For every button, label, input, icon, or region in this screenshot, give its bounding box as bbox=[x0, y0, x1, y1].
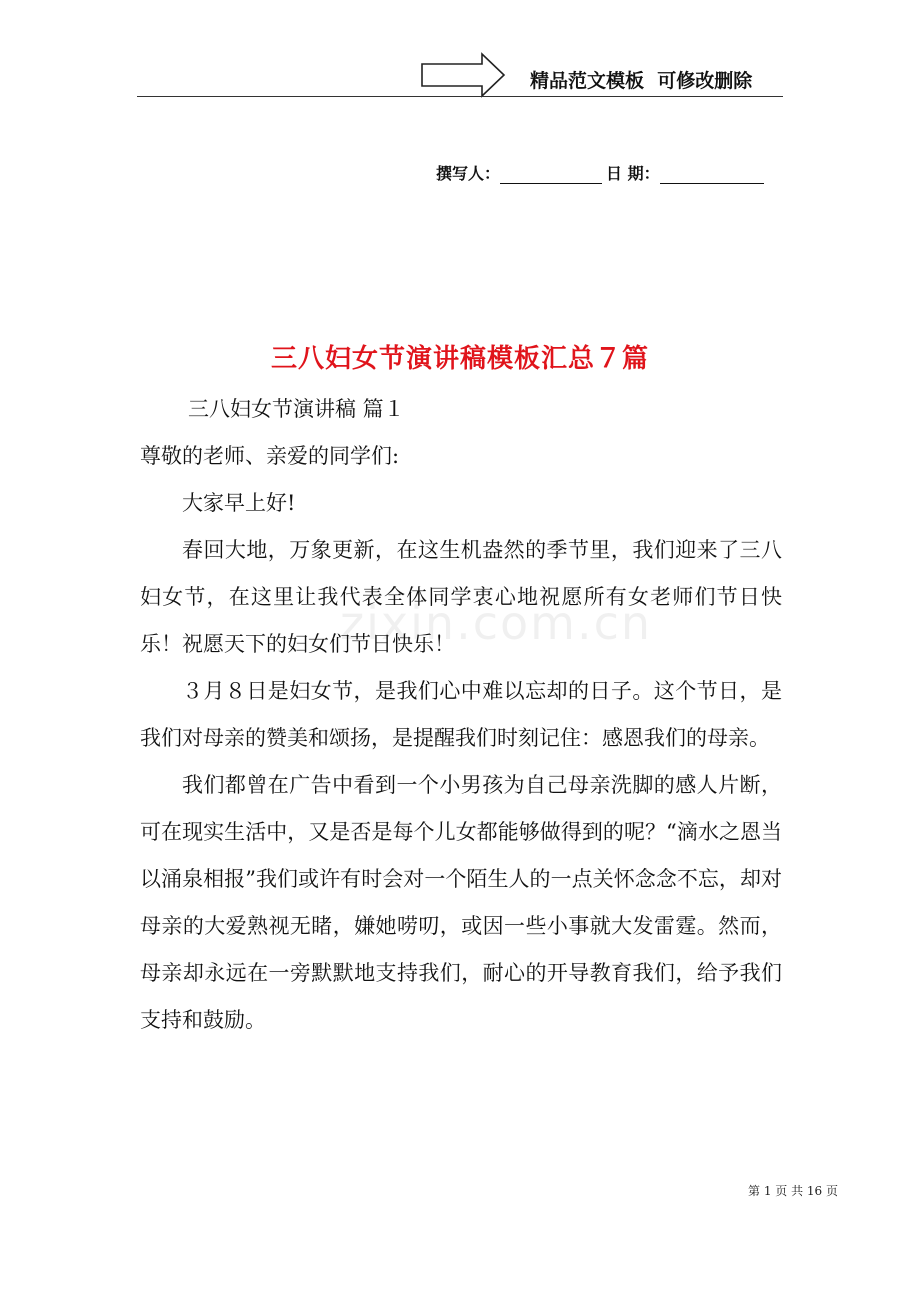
date-label: 日 期： bbox=[606, 164, 660, 183]
header-banner: 精品范文模板 可修改删除 bbox=[530, 70, 753, 92]
document-title: 三八妇女节演讲稿模板汇总７篇 bbox=[270, 344, 649, 374]
greeting-paragraph: 大家早上好! bbox=[182, 491, 296, 515]
meta-line bbox=[436, 162, 764, 184]
watermark: zixin.com.cn bbox=[340, 596, 653, 650]
arrow-icon bbox=[420, 52, 506, 98]
author-label: 撰写人： bbox=[436, 164, 501, 183]
body-paragraph: ３月８日是妇女节，是我们心中难以忘却的日子。这个节日，是我们对母亲的赞美和颂扬，是提醒我们时刻记住：感恩我们的母亲。 bbox=[140, 679, 782, 750]
header-divider bbox=[137, 96, 783, 97]
author-blank-field bbox=[500, 165, 602, 184]
date-blank-field bbox=[660, 165, 764, 184]
page-indicator: 第 1 页 共 16 页 bbox=[748, 1184, 838, 1198]
document-body bbox=[140, 386, 782, 1044]
salutation-paragraph: 尊敬的老师、亲爱的同学们: bbox=[140, 444, 400, 468]
body-paragraph: 我们都曾在广告中看到一个小男孩为自己母亲洗脚的感人片断，可在现实生活中，又是否是每个儿女都能够做得到的呢？“滴水之恩当以涌泉相报”我们或许有时会对一个陌生人的一点关怀念念不忘，却对母亲的大爱熟视无睹，嫌她唠叨，或因一些小事就大发雷霆。然而，母亲却永远在一旁默默地支持我们，耐心的开导教育我们，给予我们支持和鼓励。 bbox=[140, 773, 782, 1032]
section-heading: 三八妇女节演讲稿 篇１ bbox=[188, 397, 405, 421]
body-paragraph: 春回大地，万象更新，在这生机盎然的季节里，我们迎来了三八妇女节，在这里让我代表全体同学衷心地祝愿所有女老师们节日快乐！祝愿天下的妇女们节日快乐！ bbox=[140, 538, 782, 656]
